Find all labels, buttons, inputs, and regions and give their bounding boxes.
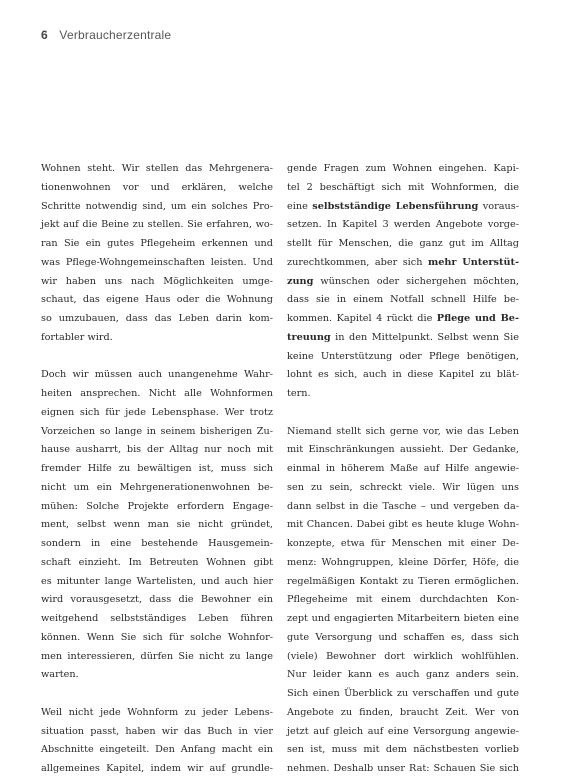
text-line: Weil nicht jede Wohnform zu jeder Lebens- [41, 706, 273, 718]
text-line: fremder Hilfe zu bewältigen ist, muss sich [41, 463, 273, 474]
text-line: dann selbst in die Tasche – und vergeben da- [287, 500, 519, 512]
text-line: mit Chancen. Dabei gibt es heute kluge Wohn- [287, 519, 519, 531]
text-line: gute Versorgung und schaffen es, dass sich [287, 631, 519, 643]
text-line: setzen. In Kapitel 3 werden Angebote vorge- [287, 219, 519, 231]
text-line: nehmen. Deshalb unser Rat: Schauen Sie sich [287, 763, 519, 774]
text-line: warten. [41, 669, 79, 681]
text-line: zept und engagierten Mitarbeitern bieten eine [287, 613, 519, 624]
paragraph-2 [41, 366, 273, 685]
running-title: Verbraucherzentrale [59, 28, 172, 42]
text-line: heiten ansprechen. Nicht alle Wohnformen [41, 388, 273, 399]
text-line: fortabler wird. [41, 331, 113, 343]
text-line: es mitunter lange Wartelisten, und auch hier [41, 575, 273, 587]
text-line: Wohnen steht. Wir stellen das Mehrgenera- [41, 163, 273, 174]
text-line: jetzt auf gleich auf eine Versorgung angewie- [287, 725, 519, 737]
text-line: mühen: Solche Projekte erfordern Engage- [41, 500, 273, 512]
text-line: sen ist, muss mit dem nächstbesten vorlieb [287, 744, 519, 756]
text-line: lohnt es sich, auch in diese Kapitel zu blät- [287, 369, 519, 381]
text-line: gende Fragen zum Wohnen eingehen. Kapi- [287, 163, 519, 174]
text-line: kommen. Kapitel 4 rückt die Pflege und Be- [287, 313, 519, 324]
text-line: tel 2 beschäftigt sich mit Wohnformen, die [287, 181, 519, 193]
text-line: zurechtkommen, aber sich mehr Unterstüt- [287, 256, 519, 268]
page-number: 6 [41, 28, 48, 42]
text-line: einmal in höherem Maße auf Hilfe angewie- [287, 463, 519, 474]
text-line: tern. [287, 388, 311, 399]
text-line: nicht um ein Mehrgenerationenwohnen be- [41, 481, 273, 493]
text-line: (viele) Bewohner dort wirklich wohlfühlen. [287, 650, 519, 662]
text-line: ment, selbst wenn man sie nicht gründet, [41, 519, 273, 531]
text-line: men interessieren, dürfen Sie nicht zu lange [41, 650, 273, 662]
text-line: jekt auf die Beine zu stellen. Sie erfahren, wo- [41, 219, 273, 231]
text-line: eignen sich für jede Lebensphase. Wer trotz [41, 406, 273, 418]
text-line: konzepte, etwa für Menschen mit einer De- [287, 538, 519, 549]
text-line: Doch wir müssen auch unangenehme Wahr- [41, 369, 273, 381]
text-line: Pflegeheime mit einem durchdachten Kon- [287, 594, 519, 606]
emphasis-pflege: Pflege und Be- [436, 313, 519, 324]
text-line: tionenwohnen vor und erklären, welche [41, 181, 273, 193]
text-line: allgemeines Kapitel, indem wir auf grundle- [41, 763, 273, 774]
text-line: mit Einschränkungen aussieht. Der Gedanke, [287, 444, 519, 456]
emphasis-unterstuetzung: mehr Unterstüt- [427, 256, 519, 268]
paragraph-chapter-overview [287, 160, 519, 404]
text-line: regelmäßigen Kontakt zu Tieren ermöglichen. [287, 575, 519, 587]
emphasis-selbststaendig: selbstständige Lebensführung [312, 200, 479, 212]
text-line: menz: Wohngruppen, kleine Dörfer, Höfe, die [287, 556, 519, 568]
text-line: wir haben uns nach Möglichkeiten umge- [41, 275, 273, 287]
text-line: Niemand stellt sich gerne vor, wie das Leben [287, 425, 519, 437]
text-line: Angebote zu finden, braucht Zeit. Wer von [287, 706, 519, 718]
text-line: schaft einzieht. Im Betreuten Wohnen gibt [41, 556, 273, 568]
text-line: schaut, das eigene Haus oder die Wohnung [41, 294, 273, 306]
text-line: Schritte notwendig sind, um ein solches Pro- [41, 200, 273, 212]
text-line: was Pflege-Wohngemeinschaften leisten. Und [41, 256, 273, 268]
text-line: wird vorausgesetzt, dass die Bewohner ein [41, 594, 273, 606]
text-line: hause ausharrt, bis der Alltag nur noch mit [41, 444, 273, 456]
text-line: dass sie in einem Notfall schnell Hilfe be- [287, 294, 519, 306]
text-line: treuung in den Mittelpunkt. Selbst wenn Sie [287, 331, 519, 343]
text-line: sen zu sein, schreckt viele. Wir lügen uns [287, 481, 519, 493]
text-line: eine selbstständige Lebensführung voraus- [287, 200, 519, 212]
text-line: so umzubauen, dass das Leben darin kom- [41, 313, 273, 324]
text-line: zung wünschen oder sichergehen möchten, [287, 275, 519, 287]
left-column [41, 160, 273, 779]
right-column [287, 160, 519, 779]
text-line: keine Unterstützung oder Pflege benötigen, [287, 350, 519, 362]
paragraph-1 [41, 160, 273, 348]
text-line: Sich einen Überblick zu verschaffen und gute [287, 688, 519, 699]
text-line: Vorzeichen so lange in seinem bisherigen Zu- [41, 425, 273, 437]
text-line: Nur leider kann es auch ganz anders sein. [287, 669, 519, 681]
text-line: können. Wenn Sie sich für solche Wohnfor- [41, 631, 273, 643]
running-header [41, 28, 171, 42]
text-line: Abschnitte eingeteilt. Den Anfang macht ein [41, 744, 273, 756]
paragraph-3 [41, 704, 273, 779]
text-line: weitgehend selbstständiges Leben führen [41, 613, 273, 624]
text-line: sondern in eine bestehende Hausgemein- [41, 538, 273, 549]
text-line: ran Sie ein gutes Pflegeheim erkennen und [41, 238, 273, 249]
text-line: situation passt, haben wir das Buch in vier [41, 725, 273, 737]
paragraph-5 [287, 423, 519, 779]
text-line: stellt für Menschen, die ganz gut im Alltag [287, 238, 519, 249]
